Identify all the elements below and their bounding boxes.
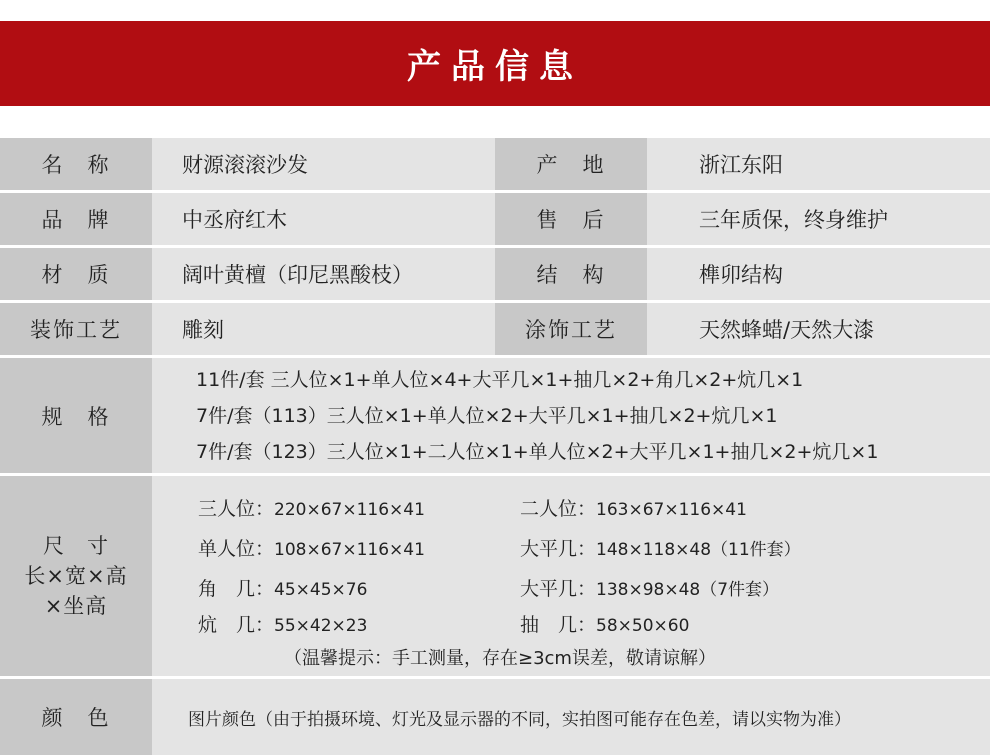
spec-label: 规 格 bbox=[0, 358, 152, 473]
dim-label: 二人位： bbox=[520, 498, 597, 520]
color-row bbox=[0, 679, 990, 755]
kang-table-size bbox=[198, 610, 367, 637]
origin-label: 产 地 bbox=[495, 138, 647, 190]
structure-label: 结 构 bbox=[495, 248, 647, 300]
size-values bbox=[152, 476, 990, 676]
origin-value: 浙江东阳 bbox=[647, 138, 990, 190]
corner-table-size bbox=[198, 574, 367, 601]
three-seat-size bbox=[198, 494, 425, 521]
material-value: 阔叶黄檀（印尼黑酸枝） bbox=[152, 248, 495, 300]
dim-label: 三人位： bbox=[198, 498, 275, 520]
dim-value: 220×67×116×41 bbox=[274, 500, 425, 520]
big-table-7-size bbox=[520, 574, 779, 601]
name-value: 财源滚滚沙发 bbox=[152, 138, 495, 190]
spec-row bbox=[0, 358, 990, 473]
brand-label: 品 牌 bbox=[0, 193, 152, 245]
finish-label: 涂饰工艺 bbox=[495, 303, 647, 355]
table-row bbox=[0, 138, 990, 190]
table-row bbox=[0, 193, 990, 245]
size-label-line: 长×宽×高 bbox=[24, 564, 128, 588]
spec-line: 7件/套（113）三人位×1+单人位×2+大平几×1+抽几×2+炕几×1 bbox=[196, 404, 778, 427]
dim-label: 抽 几： bbox=[520, 614, 597, 636]
after-sales-label: 售 后 bbox=[495, 193, 647, 245]
spec-line: 11件/套 三人位×1+单人位×4+大平几×1+抽几×2+角几×2+炕几×1 bbox=[196, 368, 804, 391]
dim-label: 角 几： bbox=[198, 578, 275, 600]
finish-value: 天然蜂蜡/天然大漆 bbox=[647, 303, 990, 355]
color-value: 图片颜色（由于拍摄环境、灯光及显示器的不同，实拍图可能存在色差，请以实物为准） bbox=[152, 679, 990, 755]
dim-label: 大平几： bbox=[520, 538, 597, 560]
table-row bbox=[0, 248, 990, 300]
single-seat-size bbox=[198, 534, 425, 561]
material-label: 材 质 bbox=[0, 248, 152, 300]
brand-value: 中丞府红木 bbox=[152, 193, 495, 245]
header-banner bbox=[0, 21, 990, 106]
dim-value: 108×67×116×41 bbox=[274, 540, 425, 560]
dim-label: 单人位： bbox=[198, 538, 275, 560]
page-title: 产品信息 bbox=[407, 47, 583, 87]
two-seat-size bbox=[520, 494, 747, 521]
dim-value: 55×42×23 bbox=[274, 616, 368, 636]
color-label: 颜 色 bbox=[0, 679, 152, 755]
measurement-note: （温馨提示：手工测量，存在≥3cm误差，敬请谅解） bbox=[284, 648, 716, 669]
drawer-table-size bbox=[520, 610, 689, 637]
size-label-line: 尺 寸 bbox=[43, 534, 109, 558]
after-sales-value: 三年质保，终身维护 bbox=[647, 193, 990, 245]
size-label bbox=[0, 476, 152, 676]
dim-value: 138×98×48（7件套） bbox=[596, 580, 780, 600]
spec-value bbox=[152, 358, 990, 473]
spec-line: 7件/套（123）三人位×1+二人位×1+单人位×2+大平几×1+抽几×2+炕几×1 bbox=[196, 440, 879, 463]
dim-value: 58×50×60 bbox=[596, 616, 690, 636]
craft-value: 雕刻 bbox=[152, 303, 495, 355]
big-table-11-size bbox=[520, 534, 801, 561]
size-label-line: ×坐高 bbox=[44, 594, 108, 618]
dim-value: 163×67×116×41 bbox=[596, 500, 747, 520]
dim-label: 大平几： bbox=[520, 578, 597, 600]
name-label: 名 称 bbox=[0, 138, 152, 190]
dim-value: 45×45×76 bbox=[274, 580, 368, 600]
structure-value: 榫卯结构 bbox=[647, 248, 990, 300]
dim-value: 148×118×48（11件套） bbox=[596, 540, 801, 560]
table-row bbox=[0, 303, 990, 355]
craft-label: 装饰工艺 bbox=[0, 303, 152, 355]
dim-label: 炕 几： bbox=[198, 614, 275, 636]
size-row bbox=[0, 476, 990, 676]
